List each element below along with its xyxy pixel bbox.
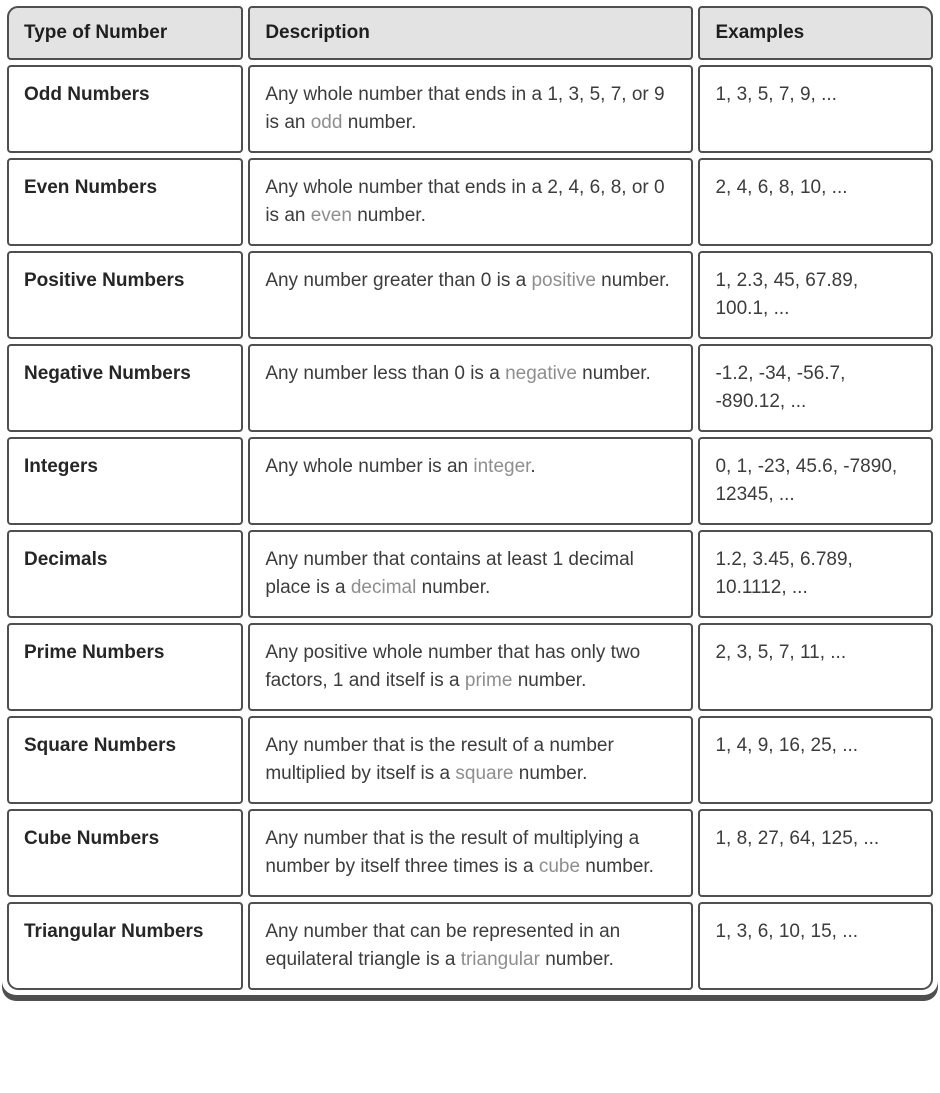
table-row-triangular-numbers [7,902,933,990]
description-text: number. [539,949,614,970]
description-text: number. [580,856,654,877]
description-text: Any positive whole number that has only two factors, 1 and itself is a [265,642,641,691]
description-cell [248,530,693,618]
description-text: Any number less than 0 is a [265,363,506,384]
header-cell-examples: Examples [698,6,933,60]
description-text: Any whole number is an [265,456,474,477]
description-cell [248,902,693,990]
description-cell [248,437,693,525]
keyword-highlight: odd [310,112,343,133]
table-row-odd-numbers [7,65,933,153]
table-body [7,65,933,990]
keyword-highlight: square [455,763,514,784]
table-row-positive-numbers [7,251,933,339]
keyword-highlight: integer [473,456,531,477]
description-cell [248,623,693,711]
table-row-integers [7,437,933,525]
number-types-table [2,1,938,995]
type-cell: Positive Numbers [7,251,243,339]
type-cell: Odd Numbers [7,65,243,153]
description-cell [248,809,693,897]
description-cell [248,251,693,339]
description-cell [248,716,693,804]
table-row-decimals [7,530,933,618]
description-cell [248,344,693,432]
keyword-highlight: even [310,205,352,226]
examples-cell: 2, 3, 5, 7, 11, ... [698,623,933,711]
description-text: number. [342,112,417,133]
description-text: Any whole number that ends in a 2, 4, 6, 8, or 0 is an [265,177,665,226]
examples-cell: 1, 4, 9, 16, 25, ... [698,716,933,804]
keyword-highlight: cube [538,856,581,877]
description-text: Any whole number that ends in a 1, 3, 5, 7, or 9 is an [265,84,665,133]
description-text: Any number that is the result of a number multiplied by itself is a [265,735,614,784]
examples-cell: 1, 3, 6, 10, 15, ... [698,902,933,990]
type-cell: Triangular Numbers [7,902,243,990]
description-text: number. [595,270,670,291]
table-row-square-numbers [7,716,933,804]
description-text: number. [576,363,651,384]
description-text: Any number that is the result of multiplying a number by itself three times is a [265,828,640,877]
examples-cell: 0, 1, -23, 45.6, -7890, 12345, ... [698,437,933,525]
type-cell: Prime Numbers [7,623,243,711]
keyword-highlight: prime [464,670,513,691]
description-text: Any number that can be represented in an equilateral triangle is a [265,921,621,970]
keyword-highlight: decimal [350,577,417,598]
description-cell [248,65,693,153]
table-row-even-numbers [7,158,933,246]
examples-cell: 1.2, 3.45, 6.789, 10.1112, ... [698,530,933,618]
type-cell: Negative Numbers [7,344,243,432]
type-cell: Cube Numbers [7,809,243,897]
header-cell-type-of-number: Type of Number [7,6,243,60]
description-text: . [530,456,536,477]
examples-cell: 1, 2.3, 45, 67.89, 100.1, ... [698,251,933,339]
description-text: number. [512,670,587,691]
description-text: Any number greater than 0 is a [265,270,532,291]
table-row-cube-numbers [7,809,933,897]
keyword-highlight: triangular [460,949,540,970]
type-cell: Even Numbers [7,158,243,246]
description-text: number. [513,763,588,784]
header-row [7,6,933,60]
description-text: number. [351,205,426,226]
keyword-highlight: negative [505,363,577,384]
table-row-negative-numbers [7,344,933,432]
table-row-prime-numbers [7,623,933,711]
examples-cell: 1, 8, 27, 64, 125, ... [698,809,933,897]
keyword-highlight: positive [531,270,596,291]
examples-cell: 2, 4, 6, 8, 10, ... [698,158,933,246]
examples-cell: -1.2, -34, -56.7, -890.12, ... [698,344,933,432]
description-cell [248,158,693,246]
type-cell: Square Numbers [7,716,243,804]
type-cell: Integers [7,437,243,525]
number-types-table-card [2,1,938,995]
description-text: Any number that contains at least 1 decimal place is a [265,549,634,598]
examples-cell: 1, 3, 5, 7, 9, ... [698,65,933,153]
header-cell-description: Description [248,6,693,60]
type-cell: Decimals [7,530,243,618]
description-text: number. [416,577,491,598]
table-header [7,6,933,60]
